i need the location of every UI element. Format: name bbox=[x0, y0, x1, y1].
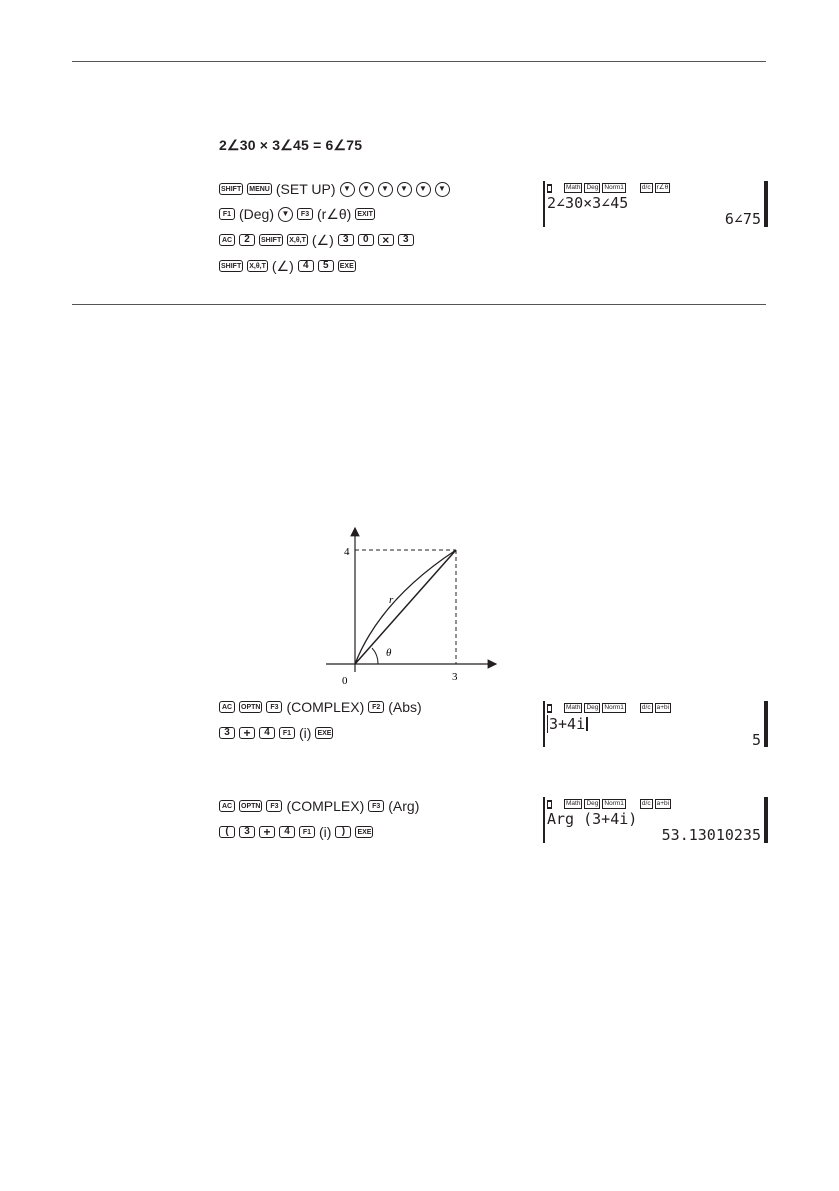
example1-calculator-screen bbox=[543, 181, 768, 227]
origin-label: 0 bbox=[342, 675, 348, 687]
key-annotation: (SET UP) bbox=[275, 181, 336, 197]
key-exe: EXE bbox=[315, 727, 333, 739]
key-f3: F3 bbox=[266, 800, 282, 812]
key-3: 3 bbox=[398, 234, 414, 246]
key-shift: SHIFT bbox=[259, 234, 283, 246]
screen-result: 53.13010235 bbox=[661, 826, 761, 844]
key-annotation: (∠) bbox=[271, 257, 294, 274]
vector-line bbox=[355, 550, 456, 664]
key-: ) bbox=[335, 826, 351, 838]
down-arrow-key-icon: ▼ bbox=[359, 182, 374, 197]
example1-equation: 2∠30 × 3∠45 = 6∠75 bbox=[219, 137, 363, 153]
status-bar bbox=[547, 182, 670, 194]
screen-input: 3+4i bbox=[547, 715, 588, 733]
status-deg: Deg bbox=[586, 184, 599, 191]
status-norm: Norm1 bbox=[604, 184, 624, 191]
example3-keys-line1 bbox=[219, 796, 419, 816]
example2-keys-line1 bbox=[219, 697, 422, 717]
status-norm: Norm1 bbox=[604, 704, 624, 711]
status-norm: Norm1 bbox=[604, 800, 624, 807]
key-f3: F3 bbox=[297, 208, 313, 220]
key-: + bbox=[259, 826, 275, 838]
screen-input: 2∠30×3∠45 bbox=[547, 194, 629, 212]
battery-icon bbox=[547, 800, 552, 809]
screen-result: 6∠75 bbox=[724, 210, 761, 228]
key-5: 5 bbox=[318, 260, 334, 272]
r-label: r bbox=[389, 594, 394, 606]
key-f1: F1 bbox=[279, 727, 295, 739]
key-f3: F3 bbox=[368, 800, 384, 812]
key-ac: AC bbox=[219, 800, 235, 812]
key-annotation: (COMPLEX) bbox=[286, 699, 365, 715]
key-shift: SHIFT bbox=[219, 183, 243, 195]
top-rule bbox=[72, 61, 766, 62]
status-complex-mode: a+bi bbox=[656, 704, 670, 711]
key-4: 4 bbox=[279, 826, 295, 838]
key-shift: SHIFT bbox=[219, 260, 243, 272]
key-annotation: (r∠θ) bbox=[317, 205, 352, 222]
x-tick-label: 3 bbox=[452, 671, 458, 683]
status-math: Math bbox=[566, 800, 581, 807]
screen-result: 5 bbox=[751, 731, 761, 749]
middle-rule bbox=[72, 304, 766, 305]
battery-icon bbox=[547, 704, 552, 713]
theta-arc bbox=[372, 648, 378, 664]
example1-keys-line2 bbox=[219, 204, 375, 224]
key-xt: X,θ,T bbox=[287, 234, 308, 246]
key-menu: MENU bbox=[247, 183, 272, 195]
key-annotation: (COMPLEX) bbox=[286, 798, 365, 814]
key-xt: X,θ,T bbox=[247, 260, 268, 272]
key-f3: F3 bbox=[266, 701, 282, 713]
key-ac: AC bbox=[219, 234, 235, 246]
down-arrow-key-icon: ▼ bbox=[416, 182, 431, 197]
screen-input: Arg (3+4i) bbox=[547, 810, 638, 828]
status-dc: d/c bbox=[641, 704, 651, 711]
key-: ( bbox=[219, 826, 235, 838]
down-arrow-key-icon: ▼ bbox=[397, 182, 412, 197]
status-bar bbox=[547, 798, 671, 810]
status-math: Math bbox=[566, 184, 581, 191]
example1-keys-line3 bbox=[219, 230, 414, 250]
example2-calculator-screen bbox=[543, 701, 768, 747]
key-annotation: (∠) bbox=[311, 231, 334, 248]
status-complex-mode: a+bi bbox=[656, 800, 670, 807]
key-annotation: (Deg) bbox=[239, 206, 275, 222]
down-arrow-key-icon: ▼ bbox=[435, 182, 450, 197]
example1-keys-line4 bbox=[219, 256, 356, 276]
theta-label: θ bbox=[386, 647, 392, 659]
key-exe: EXE bbox=[355, 826, 373, 838]
key-optn: OPTN bbox=[239, 701, 262, 713]
key-exe: EXE bbox=[338, 260, 356, 272]
example3-calculator-screen bbox=[543, 797, 768, 843]
status-deg: Deg bbox=[586, 800, 599, 807]
key-optn: OPTN bbox=[239, 800, 262, 812]
key-3: 3 bbox=[338, 234, 354, 246]
key-0: 0 bbox=[358, 234, 374, 246]
key-f1: F1 bbox=[299, 826, 315, 838]
key-ac: AC bbox=[219, 701, 235, 713]
down-arrow-key-icon: ▼ bbox=[378, 182, 393, 197]
key-2: 2 bbox=[239, 234, 255, 246]
key-: × bbox=[378, 234, 394, 246]
status-bar bbox=[547, 702, 671, 714]
status-dc: d/c bbox=[641, 800, 651, 807]
status-dc: d/c bbox=[641, 184, 651, 191]
status-complex-mode: r∠θ bbox=[656, 184, 669, 191]
status-math: Math bbox=[566, 704, 581, 711]
complex-plane-graph bbox=[320, 520, 505, 690]
key-3: 3 bbox=[239, 826, 255, 838]
example2-keys-line2 bbox=[219, 723, 333, 743]
example1-keys-line1 bbox=[219, 179, 450, 199]
key-annotation: (i) bbox=[319, 824, 332, 840]
key-annotation: (Abs) bbox=[388, 699, 422, 715]
key-3: 3 bbox=[219, 727, 235, 739]
status-deg: Deg bbox=[586, 704, 599, 711]
key-annotation: (i) bbox=[299, 725, 312, 741]
key-annotation: (Arg) bbox=[388, 798, 420, 814]
down-arrow-key-icon: ▼ bbox=[278, 207, 293, 222]
key-4: 4 bbox=[298, 260, 314, 272]
example3-keys-line2 bbox=[219, 822, 373, 842]
key-exit: EXIT bbox=[355, 208, 375, 220]
down-arrow-key-icon: ▼ bbox=[340, 182, 355, 197]
key-4: 4 bbox=[259, 727, 275, 739]
battery-icon bbox=[547, 184, 552, 193]
key-f2: F2 bbox=[368, 701, 384, 713]
text-cursor bbox=[586, 717, 588, 731]
key-: + bbox=[239, 727, 255, 739]
y-tick-label: 4 bbox=[344, 546, 350, 558]
key-f1: F1 bbox=[219, 208, 235, 220]
